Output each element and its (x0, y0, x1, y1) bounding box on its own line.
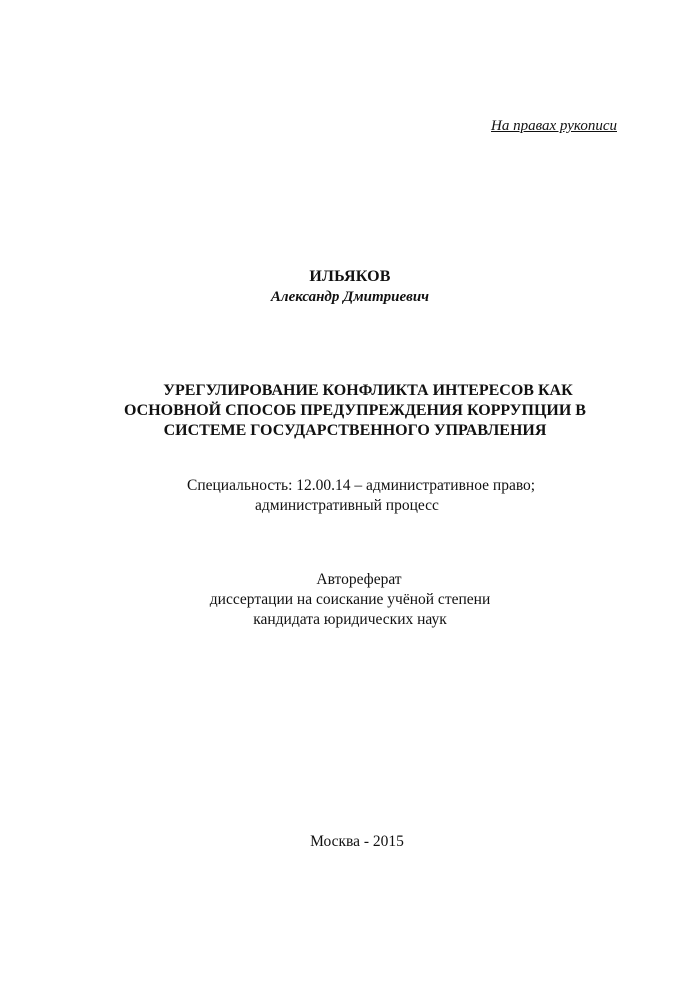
abstract-line-2: диссертации на соискание учёной степени (209, 591, 491, 608)
title-line-3: СИСТЕМЕ ГОСУДАРСТВЕННОГО УПРАВЛЕНИЯ (163, 422, 547, 439)
specialty-line-2: административный процесс (255, 497, 439, 514)
dissertation-title (100, 381, 610, 441)
author-block (0, 267, 700, 307)
place-and-year: Москва - 2015 (310, 833, 404, 850)
specialty-line-1: Специальность: 12.00.14 – административное право; (187, 477, 536, 494)
abstract-block (0, 570, 700, 630)
abstract-line-1: Автореферат (316, 571, 402, 588)
manuscript-rights-note: На правах рукописи (491, 118, 617, 134)
specialty-block (187, 476, 535, 516)
title-line-2: ОСНОВНОЙ СПОСОБ ПРЕДУПРЕЖДЕНИЯ КОРРУПЦИИ В (124, 402, 586, 419)
abstract-line-3: кандидата юридических наук (253, 611, 447, 628)
author-given-names: Александр Дмитриевич (270, 289, 430, 305)
title-line-1: УРЕГУЛИРОВАНИЕ КОНФЛИКТА ИНТЕРЕСОВ КАК (163, 382, 573, 399)
author-surname: ИЛЬЯКОВ (309, 268, 391, 285)
